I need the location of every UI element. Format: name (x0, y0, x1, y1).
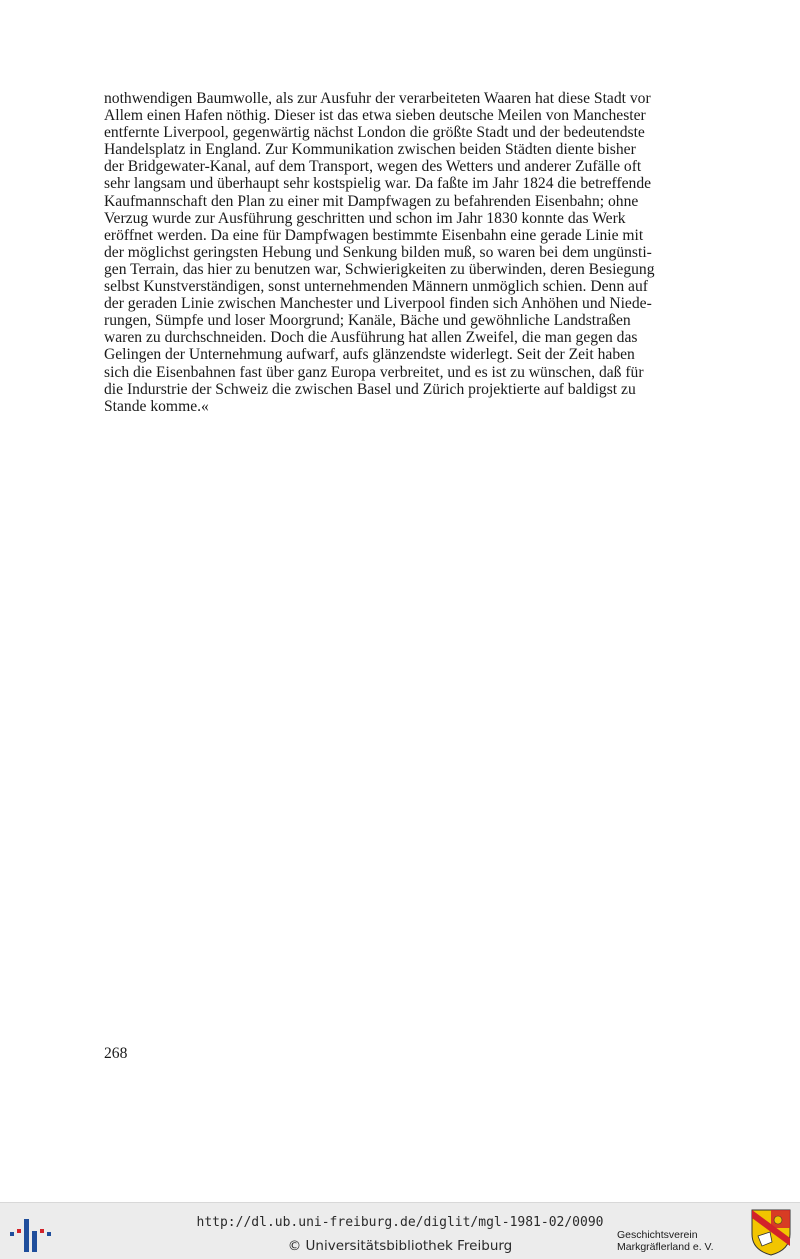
society-name-line2: Markgräflerland e. V. (617, 1241, 714, 1253)
society-name-line1: Geschichtsverein (617, 1229, 698, 1241)
viewer-footer (0, 1202, 800, 1259)
body-text: nothwendigen Baumwolle, als zur Ausfuhr der verarbeiteten Waaren hat diese Stadt vor Allem einen Hafen nöthig. Dieser ist das etwa sieben deutsche Meilen von Manchester entfernte Liverpool, gegenwärtig nächst London die größte Stadt und der bedeutendste Handelsplatz in England. Zur Kommunikation zwischen beiden Städten diente bisher der Bridgewater-Kanal, auf dem Transport, wegen des Wetters und anderer Zufälle oft sehr langsam und überhaupt sehr kostspielig war. Da faßte im Jahr 1824 die betreffende Kaufmannschaft den Plan zu einer mit Dampfwagen zu befahrenden Eisenbahn; ohne Verzug wurde zur Ausführung geschritten und schon im Jahr 1830 konnte das Werk eröffnet werden. Da eine für Dampfwagen bestimmte Eisenbahn eine gerade Linie mit der möglichst geringsten Hebung und Senkung bilden muß, so waren bei dem ungünsti- gen Terrain, das hier zu benutzen war, Schwierigkeiten zu überwinden, deren Besiegung selbst Kunstverständigen, sonst unternehmenden Männern unmöglich schien. Denn auf der geraden Linie zwischen Manchester und Liverpool finden sich Anhöhen und Niede- rungen, Sümpfe und loser Moorgrund; Kanäle, Bäche und gewöhnliche Landstraßen waren zu durchschneiden. Doch die Ausführung hat allen Zweifel, die man gegen das Gelingen der Unternehmung aufwarf, aufs glänzendste widerlegt. Seit der Zeit haben sich die Eisenbahnen fast über ganz Europa verbreitet, und es ist zu wünschen, daß für die Indurstrie der Schweiz die zwischen Basel und Zürich projektierte auf baldigst zu Stande komme.« (104, 90, 655, 415)
society-name (617, 1229, 714, 1253)
copyright-text: © Universitätsbibliothek Freiburg (287, 1238, 513, 1254)
ub-freiburg-logo-icon[interactable] (10, 1211, 52, 1253)
coat-of-arms-icon (750, 1208, 792, 1256)
permalink-link[interactable]: http://dl.ub.uni-freiburg.de/diglit/mgl-1981-02/0090 (196, 1215, 604, 1230)
page-number: 268 (104, 1045, 128, 1062)
